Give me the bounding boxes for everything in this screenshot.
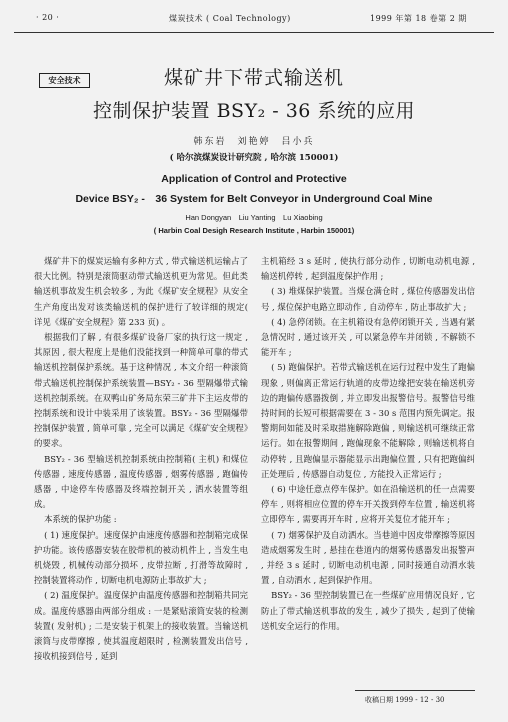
paragraph: ( 1) 速度保护。速度保护由速度传感器和控制箱完成保护功能。该传感器安装在胶带机的被动机件上 , 当发生电机烧毁 , 机械传动部分损坏 , 皮带拉断 , 打滑等故障时 , 控制装置将动作 , 切断电机电源防止事故扩大 ; [34, 529, 248, 586]
title-line-2: 控制保护装置 BSY₂ - 36 系统的应用 [93, 100, 415, 122]
paragraph: 本系统的保护功能 : [44, 514, 117, 525]
paragraph: ( 6) 中途任意点停车保护。如在沿输送机的任一点需要停车 , 则将相应位置的停车开关拨到停车位置 , 输送机将立即停车 , 需要再开车时 , 应将开关复位才能开车 ; [261, 484, 475, 525]
paragraph: ( 2) 温度保护。温度保护由温度传感器和控制箱共同完成。温度传感器由两部分组成 : 一是紧贴滚筒安装的检测装置( 发射机) ; 二是安装于机架上的接收装置。当输送机滚筒与皮带摩擦 , 使其温度超限时 , 检测装置发出信号 , 接收机接到信号 , 延到 [34, 590, 248, 662]
paragraph: ( 7) 烟雾保护及自动洒水。当巷道中因皮带摩擦等原因造成烟雾发生时 , 悬挂在巷道内的烟雾传感器发出报警声 , 并经 3 s 延时 , 切断电动机电源 , 同时接通自动洒水装置 , 自动洒水 , 起到保护作用。 [261, 529, 475, 586]
english-authors: Han Dongyan Liu Yanting Lu Xiaobing [185, 213, 323, 222]
english-title-line-1: Application of Control and Protective [161, 173, 347, 185]
received-date: 收稿日期 1999 - 12 - 30 [365, 696, 445, 704]
paragraph: ( 4) 急停闭锁。在主机箱设有急停闭锁开关 , 当遇有紧急情况时 , 通过该开关 , 可以紧急停车并闭锁 , 不解锁不能开车 ; [261, 316, 475, 358]
paragraph: 主机箱经 3 s 延时 , 使执行部分动作 , 切断电动机电源 , 输送机停转 , 起到温度保护作用 ; [261, 256, 475, 282]
english-title-line-2: Device BSY₂ - 36 System for Belt Conveyor in Underground Coal Mine [75, 193, 433, 205]
running-header [0, 6, 508, 32]
paragraph: 根据我们了解 , 有很多煤矿设备厂家的执行这一规定 , 其原因 , 很大程度上是他们没能找到一种简单可靠的带式输送机控制保护系统。基于这种情况 , 本文介绍一种滚筒带式输送机控制保护系统装置—BSY₂ - 36 型隔爆带式输送机控制系统。在双鸭山矿务局东荣三矿井下主运皮带的控制系统和设计中装采用了该装置。BSY₂ - 36 型隔爆带控制保护装置 , 简单可靠 , 完全可以满足《煤矿安全规程》的要求。 [34, 332, 248, 449]
paragraph: 煤矿井下的煤炭运输有多种方式 , 带式输送机运输占了很大比例。特别是滚筒驱动带式输送机更为常见。但此类输送机事故发生机会较多 , 为此《煤矿安全规程》从安全生产角度出发对该类输送机的保护进行了较详细的规定( 详见《煤矿安全规程》第 233 页) 。 [34, 256, 248, 327]
body-column-right [261, 254, 475, 634]
title-line-1: 煤矿井下带式输送机 [163, 67, 344, 89]
header-rule [14, 32, 494, 33]
page-number: · 20 · [36, 13, 60, 22]
body-column-left [34, 254, 248, 664]
paragraph: BSY₂ - 36 型控制装置已在一些煤矿应用情况良好 , 它防止了带式输送机事故的发生 , 减少了损失 , 起到了使输送机安全运行的作用。 [261, 590, 475, 631]
section-tag: 安全技术 [39, 73, 90, 88]
footnote-rule [355, 690, 475, 691]
affiliation: ( 哈尔滨煤炭设计研究院 , 哈尔滨 150001) [169, 153, 339, 163]
authors: 韩东岩 刘艳婷 吕小兵 [193, 137, 315, 147]
paragraph: ( 5) 跑偏保护。若带式输送机在运行过程中发生了跑偏现象 , 则偏离正常运行轨道的皮带边缘把安装在输送机旁边的跑偏传感器拨倒 , 并立即发出报警信号。报警信号维持时间的长短可根据需要在 3 - 30 s 范围内预先调定。报警期间如能及时采取措施解除跑偏 , 则输送机可继续正常运行。如在报警期间 , 跑偏现象不能解除 , 则输送机将自动停转 , 且跑偏显示器能显示出跑偏位置 , 只有把跑偏纠正处理后 , 传感器自动复位 , 方能投入正常运行 ; [261, 362, 475, 479]
paragraph: BSY₂ - 36 型输送机控制系统由控制箱( 主机) 和煤位传感器 , 速度传感器 , 温度传感器 , 烟雾传感器 , 跑偏传感器 , 中途停车传感器及终端控制开关 , 洒水装置等组成。 [34, 453, 248, 510]
journal-name: 煤炭技术 ( Coal Technology) [169, 14, 291, 23]
paragraph: ( 3) 堆煤保护装置。当煤仓满仓时 , 煤位传感器发出信号 , 煤位保护电路立即动作 , 自动停车 , 防止事故扩大 ; [261, 286, 475, 312]
english-affiliation: ( Harbin Coal Desigh Research Institute , Harbin 150001) [153, 226, 355, 235]
issue-info: 1999 年第 18 卷第 2 期 [370, 14, 467, 23]
